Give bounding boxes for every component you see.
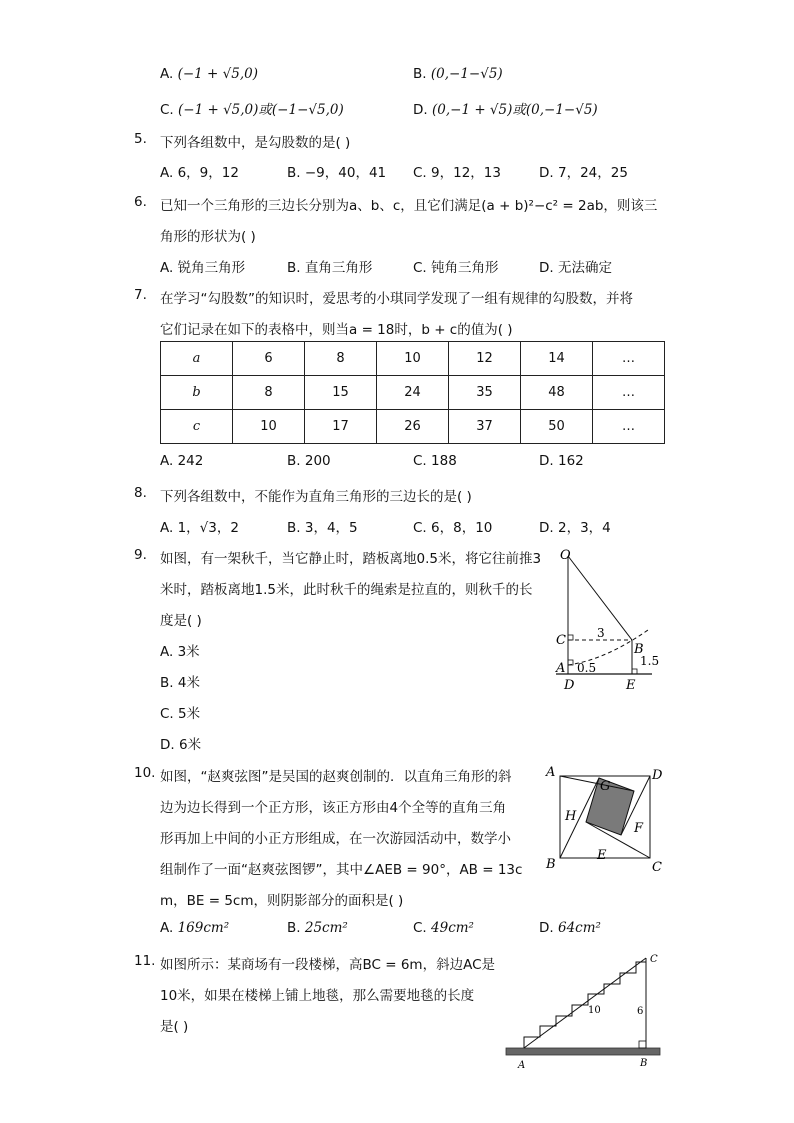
q10-option-d: D. 64cm² [539,920,601,936]
q4-option-d: D. (0,−1 + √5)或(0,−1−√5) [413,102,598,118]
table-cell: a [161,342,233,376]
table-cell: 14 [521,342,593,376]
q6-option-c: C. 钝角三角形 [413,260,499,276]
q10-option-b: B. 25cm² [287,920,348,936]
q4-option-b: B. (0,−1−√5) [413,66,503,82]
q9-option-c: C. 5米 [160,706,201,722]
table-row [161,342,665,376]
q6-option-d: D. 无法确定 [539,260,612,276]
table-cell: 37 [449,410,521,444]
q8-option-a: A. 1，√3，2 [160,520,239,536]
table-row [161,376,665,410]
table-cell: 15 [305,376,377,410]
label-a: A [518,1060,526,1071]
question-stem-line: 在学习“勾股数”的知识时，爱思考的小琪同学发现了一组有规律的勾股数，并将 [160,291,633,307]
q9-option-b: B. 4米 [160,675,200,691]
q7-option-a: A. 242 [160,453,204,469]
q5-option-b: B. −9，40，41 [287,165,387,181]
label-e: E [597,848,607,863]
table-cell: 12 [449,342,521,376]
question-stem-line: 已知一个三角形的三边长分别为a、b、c，且它们满足(a + b)²−c² = 2ab，则该三 [160,198,658,214]
question-stem-line: 如图，“赵爽弦图”是吴国的赵爽创制的．以直角三角形的斜 [160,769,512,785]
label-length-6: 6 [637,1006,644,1017]
question-number: 7. [134,287,147,303]
right-angle-mark [568,635,573,640]
label-length-05: 0.5 [577,661,597,675]
q7-option-b: B. 200 [287,453,331,469]
question-number: 11. [134,953,156,969]
table-cell: … [593,410,665,444]
q10-option-c: C. 49cm² [413,920,474,936]
table-cell: 26 [377,410,449,444]
swing-figure [550,542,670,692]
q8-option-d: D. 2，3，4 [539,520,611,536]
question-stem-line: 形再加上中间的小正方形组成，在一次游园活动中，数学小 [160,831,511,847]
question-stem-line: 米时，踏板离地1.5米，此时秋千的绳索是拉直的，则秋千的长 [160,582,533,598]
label-a: A [556,661,566,676]
q9-option-a: A. 3米 [160,644,200,660]
label-length-10: 10 [588,1005,601,1016]
table-cell: 10 [233,410,305,444]
q7-option-d: D. 162 [539,453,584,469]
q5-option-c: C. 9，12，13 [413,165,501,181]
q5-option-a: A. 6，9，12 [160,165,239,181]
label-c: C [652,860,662,874]
q6-option-a: A. 锐角三角形 [160,260,246,276]
table-cell: … [593,376,665,410]
q4-option-c: C. (−1 + √5,0)或(−1−√5,0) [160,102,344,118]
label-b: B [546,857,556,872]
label-c: C [650,954,658,965]
ground-bar [506,1048,660,1055]
label-length-15: 1.5 [640,654,660,668]
table-cell: 8 [233,376,305,410]
label-o: O [560,548,571,563]
question-stem: 下列各组数中，是勾股数的是( ) [160,135,351,151]
table-cell: 8 [305,342,377,376]
question-number: 6. [134,194,147,210]
right-angle-mark [639,1041,646,1048]
table-cell: c [161,410,233,444]
question-stem-line: m，BE = 5cm，则阴影部分的面积是( ) [160,893,404,909]
table-cell: … [593,342,665,376]
question-stem-line: 如图，有一架秋千，当它静止时，踏板离地0.5米，将它往前推3 [160,551,542,567]
table-row [161,410,665,444]
label-b: B [634,642,644,657]
table-cell: 24 [377,376,449,410]
question-number: 9. [134,547,147,563]
question-stem-line: 10米，如果在楼梯上铺上地毯，那么需要地毯的长度 [160,988,475,1004]
label-f: F [634,821,644,836]
question-stem-line: 角形的形状为( ) [160,229,256,245]
label-e: E [626,678,636,692]
question-stem: 下列各组数中，不能作为直角三角形的三边长的是( ) [160,489,472,505]
q10-option-a: A. 169cm² [160,920,230,936]
label-d: D [564,678,575,692]
q6-option-b: B. 直角三角形 [287,260,373,276]
table-cell: 17 [305,410,377,444]
table-cell: b [161,376,233,410]
label-a: A [546,765,556,780]
label-length-3: 3 [597,626,605,640]
label-d: D [652,768,663,783]
question-stem-line: 如图所示：某商场有一段楼梯，高BC = 6m，斜边AC是 [160,957,496,973]
label-b: B [640,1058,648,1069]
question-stem-line: 边为边长得到一个正方形，该正方形由4个全等的直角三角 [160,800,507,816]
question-stem-line: 度是( ) [160,613,202,629]
table-cell: 35 [449,376,521,410]
question-stem-line: 是( ) [160,1019,189,1035]
table-cell: 10 [377,342,449,376]
question-number: 10. [134,765,156,781]
pythagorean-table [160,341,665,444]
q5-option-d: D. 7，24，25 [539,165,628,181]
table-cell: 6 [233,342,305,376]
label-c: C [556,633,566,648]
question-stem-line: 它们记录在如下的表格中，则当a = 18时，b + c的值为( ) [160,322,513,338]
q7-option-c: C. 188 [413,453,457,469]
question-number: 8. [134,485,147,501]
staircase-figure [500,948,670,1072]
label-h: H [565,809,577,824]
q9-option-d: D. 6米 [160,737,202,753]
table-cell: 50 [521,410,593,444]
question-number: 5. [134,131,147,147]
zhao-shuang-figure [540,762,665,874]
question-stem-line: 组制作了一面“赵爽弦图锣”，其中∠AEB = 90°，AB = 13c [160,862,523,878]
right-angle-mark [632,669,637,674]
q8-option-b: B. 3，4，5 [287,520,358,536]
table-cell: 48 [521,376,593,410]
q8-option-c: C. 6，8，10 [413,520,493,536]
hypotenuse-ac [524,958,646,1048]
label-g: G [600,779,611,794]
q4-option-a: A. (−1 + √5,0) [160,66,258,82]
